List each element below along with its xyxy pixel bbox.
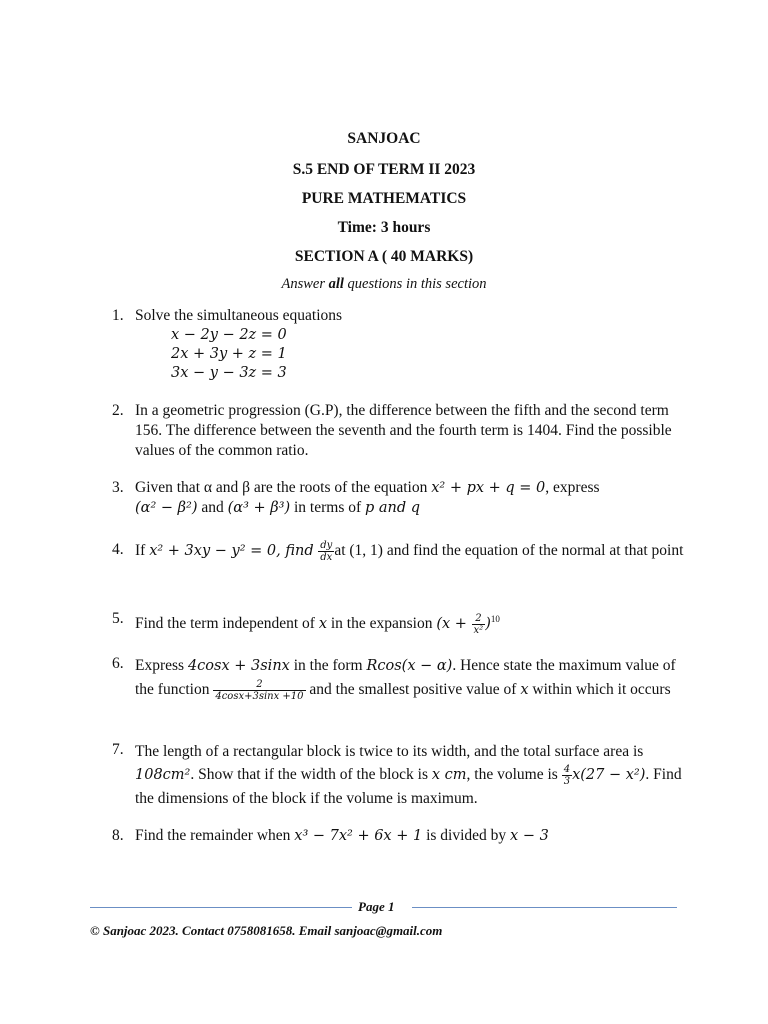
section-instruction bbox=[0, 276, 768, 293]
question-number: 7. bbox=[112, 741, 124, 758]
text-part: Find the term independent of bbox=[135, 615, 319, 633]
question-text bbox=[135, 826, 685, 846]
question-number: 6. bbox=[112, 655, 124, 672]
derivative-fraction bbox=[318, 540, 334, 563]
text-part: Express bbox=[135, 657, 188, 674]
question-text bbox=[135, 609, 685, 636]
fraction-numerator: dy bbox=[320, 540, 333, 551]
school-name: SANJOAC bbox=[347, 130, 421, 147]
math-expression: (α³ + β³) bbox=[227, 500, 291, 516]
text-part: at (1, 1) and find the equation of the normal at that point bbox=[334, 542, 684, 560]
text-part: and bbox=[197, 499, 228, 516]
math-expression: x² + px + q = 0 bbox=[431, 480, 546, 496]
math-expression: 108cm² bbox=[135, 767, 191, 783]
math-expression: x bbox=[318, 616, 327, 633]
exam-title: S.5 END OF TERM II 2023 bbox=[292, 161, 476, 178]
fraction-denominator: 3 bbox=[563, 775, 571, 787]
text-part: in the form bbox=[289, 657, 367, 674]
math-expression: Rcos(x − α) bbox=[366, 658, 453, 674]
math-expression: x(27 − x²) bbox=[572, 767, 646, 783]
question-text: In a geometric progression (G.P), the difference between the fifth and the second term 156. The difference between the seventh and the fourth term is 1404. Find the possible values of the common ratio. bbox=[135, 402, 672, 459]
fraction-numerator: 2 bbox=[472, 613, 486, 625]
instruction-emphasis: all bbox=[328, 276, 344, 292]
fraction bbox=[562, 764, 572, 787]
fraction-denominator: dx bbox=[320, 552, 333, 563]
text-part: in the expansion bbox=[327, 615, 437, 633]
question-number: 2. bbox=[112, 402, 124, 419]
instruction-pre: Answer bbox=[281, 276, 329, 292]
question-number: 3. bbox=[112, 479, 124, 496]
section-title: SECTION A ( 40 MARKS) bbox=[294, 248, 474, 265]
text-part: , express bbox=[545, 479, 600, 496]
equation-3: 3x − y − 3z = 3 bbox=[171, 365, 287, 381]
fraction-numerator: 4 bbox=[563, 763, 571, 775]
text-part: . Find the dimensions of the block if the volume is maximum. bbox=[135, 766, 682, 807]
text-part: . Show that if the width of the block is bbox=[190, 766, 432, 783]
text-part: in terms of bbox=[290, 499, 366, 516]
math-expression: x³ − 7x² + 6x + 1 bbox=[294, 828, 423, 844]
text-part: . Hence state the maximum value of the function bbox=[135, 657, 676, 698]
math-expression: p and q bbox=[365, 500, 421, 516]
math-expression: 4cosx + 3sinx bbox=[187, 658, 290, 674]
question-text bbox=[135, 740, 685, 810]
question-text: Solve the simultaneous equations bbox=[135, 307, 343, 324]
question-number: 4. bbox=[112, 541, 124, 558]
text-part: Find the remainder when bbox=[135, 827, 295, 844]
footer-divider-right bbox=[412, 907, 677, 908]
text-part: The length of a rectangular block is twice to its width, and the total surface area is bbox=[135, 743, 644, 760]
math-expression: x cm bbox=[431, 767, 467, 783]
fraction-denominator: x² bbox=[473, 625, 484, 637]
page-number: Page 1 bbox=[358, 899, 395, 914]
question-text bbox=[135, 478, 685, 518]
math-expression: x² + 3xy − y² = 0, find bbox=[149, 543, 319, 560]
equation-2: 2x + 3y + z = 1 bbox=[171, 346, 287, 362]
text-part: If bbox=[135, 542, 150, 560]
footer-divider-left bbox=[90, 907, 352, 908]
fraction-numerator: 2 bbox=[213, 679, 305, 691]
text-part: and the smallest positive value of bbox=[305, 681, 521, 698]
exam-duration: Time: 3 hours bbox=[337, 219, 431, 236]
function-fraction bbox=[213, 679, 305, 702]
math-expression: x − 3 bbox=[510, 828, 549, 844]
question-number: 5. bbox=[112, 610, 124, 627]
copyright-notice: © Sanjoac 2023. Contact 0758081658. Email sanjoac@gmail.com bbox=[90, 923, 443, 938]
text-part: within which it occurs bbox=[528, 681, 671, 698]
math-expression: (x + bbox=[436, 616, 472, 633]
text-part: , the volume is bbox=[466, 766, 562, 783]
question-text bbox=[135, 540, 685, 563]
exponent: 10 bbox=[490, 614, 500, 624]
instruction-post: questions in this section bbox=[343, 276, 487, 292]
text-part: is divided by bbox=[422, 827, 511, 844]
question-number: 8. bbox=[112, 827, 124, 844]
question-number: 1. bbox=[112, 307, 124, 324]
math-expression: ) bbox=[485, 616, 491, 633]
text-part: Given that α and β are the roots of the equation bbox=[135, 479, 432, 496]
subject-title: PURE MATHEMATICS bbox=[301, 190, 467, 207]
fraction bbox=[472, 613, 486, 636]
question-text bbox=[135, 654, 685, 702]
fraction-denominator: 4cosx+3sinx +10 bbox=[215, 690, 304, 702]
math-expression: (α² − β²) bbox=[135, 500, 198, 516]
math-expression: x bbox=[520, 682, 529, 698]
equation-1: x − 2y − 2z = 0 bbox=[171, 327, 287, 343]
